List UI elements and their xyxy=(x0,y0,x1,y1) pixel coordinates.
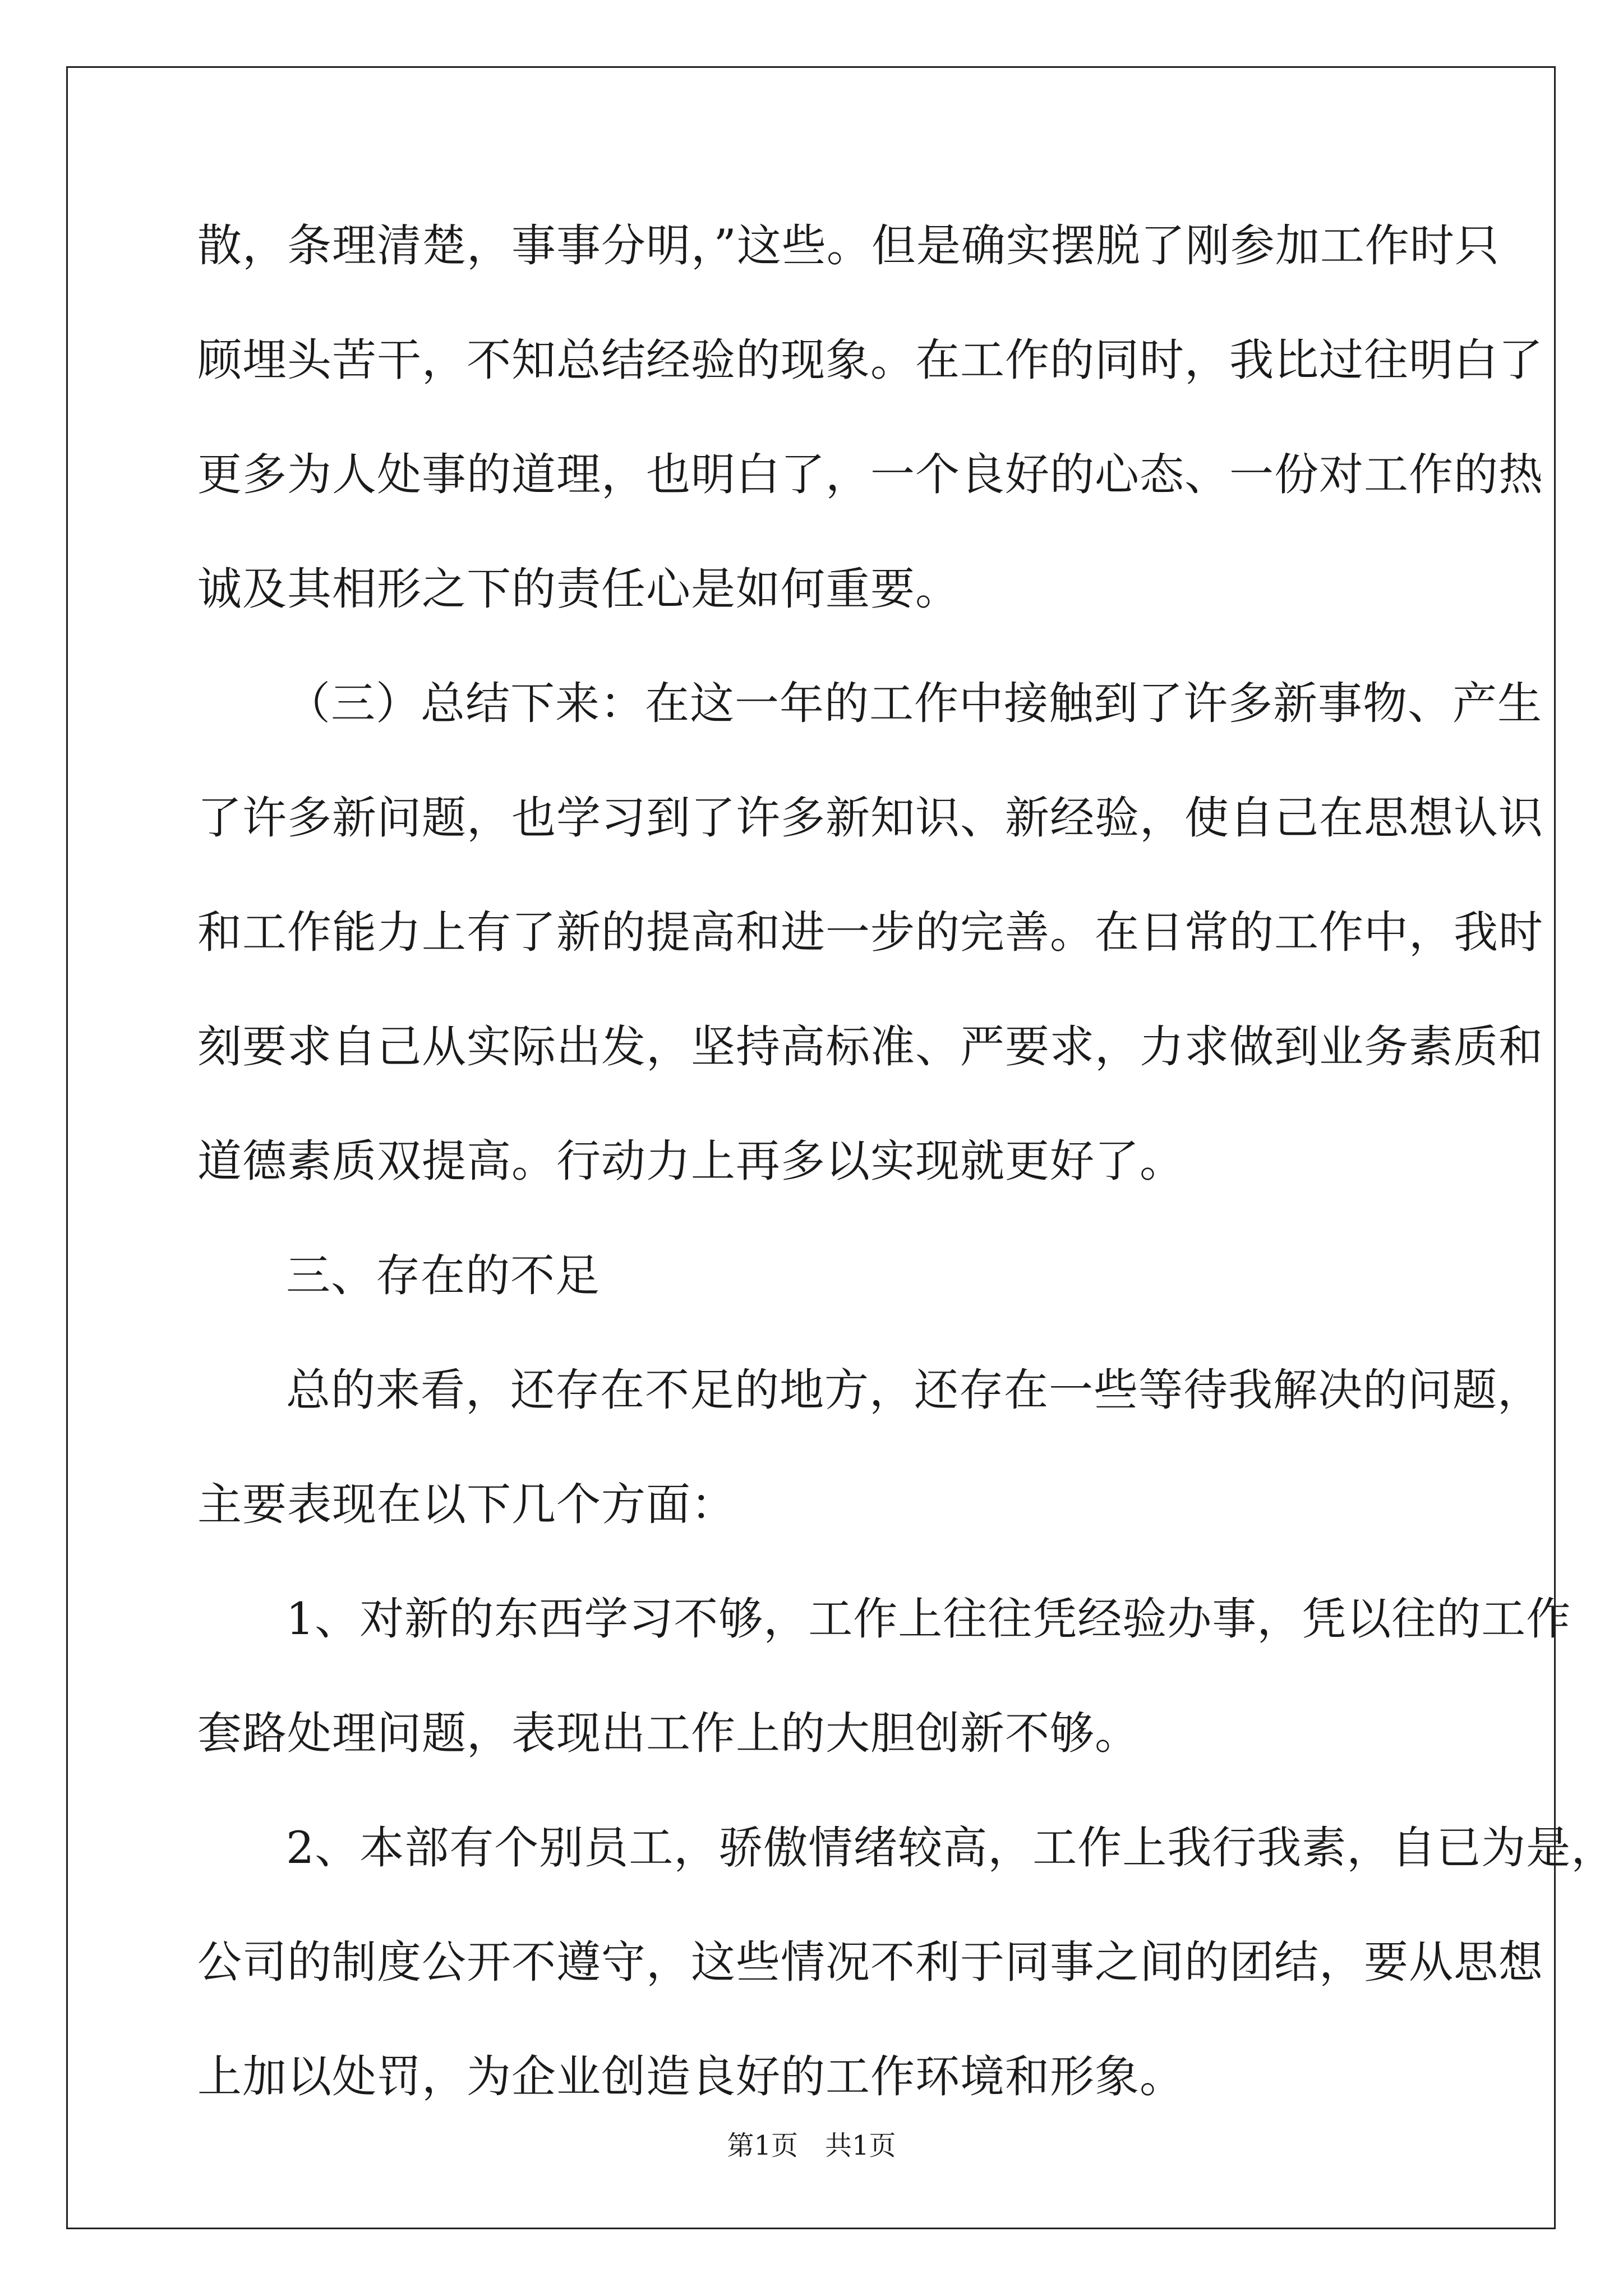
paragraph-start: （三）总结下来：在这一年的工作中接触到了许多新事物、产生 xyxy=(286,678,1542,729)
section-heading: 三、存在的不足 xyxy=(286,1250,600,1301)
text-line: 刻要求自己从实际出发，坚持高标准、严要求，力求做到业务素质和 xyxy=(197,1021,1543,1073)
text-line: 散，条理清楚，事事分明，”这些。但是确实摆脱了刚参加工作时只 xyxy=(197,220,1500,272)
text-line: 上加以处罚，为企业创造良好的工作环境和形象。 xyxy=(197,2051,1184,2102)
text-line: 更多为人处事的道理，也明白了，一个良好的心态、一份对工作的热 xyxy=(197,449,1543,500)
text-line: 道德素质双提高。行动力上再多以实现就更好了。 xyxy=(197,1135,1184,1187)
text-line: 公司的制度公开不遵守，这些情况不利于同事之间的团结，要从思想 xyxy=(197,1936,1543,1988)
paragraph-start: 总的来看，还存在不足的地方，还存在一些等待我解决的问题， xyxy=(286,1364,1542,1416)
text-line: 了许多新问题，也学习到了许多新知识、新经验，使自己在思想认识 xyxy=(197,792,1543,844)
text-line: 主要表现在以下几个方面： xyxy=(197,1479,736,1530)
list-item-2: 2、本部有个别员工，骄傲情绪较高，工作上我行我素，自已为是， xyxy=(286,1822,1616,1874)
page-number-footer: 第1页 共1页 xyxy=(727,2130,896,2161)
document-body xyxy=(197,212,1616,2157)
text-line: 顾埋头苦干，不知总结经验的现象。在工作的同时，我比过往明白了 xyxy=(197,334,1543,386)
text-line: 和工作能力上有了新的提高和进一步的完善。在日常的工作中，我时 xyxy=(197,907,1543,958)
text-line: 诚及其相形之下的责任心是如何重要。 xyxy=(197,563,960,615)
text-line: 套路处理问题，表现出工作上的大胆创新不够。 xyxy=(197,1708,1140,1759)
list-item-1: 1、对新的东西学习不够，工作上往往凭经验办事，凭以往的工作 xyxy=(286,1593,1571,1645)
